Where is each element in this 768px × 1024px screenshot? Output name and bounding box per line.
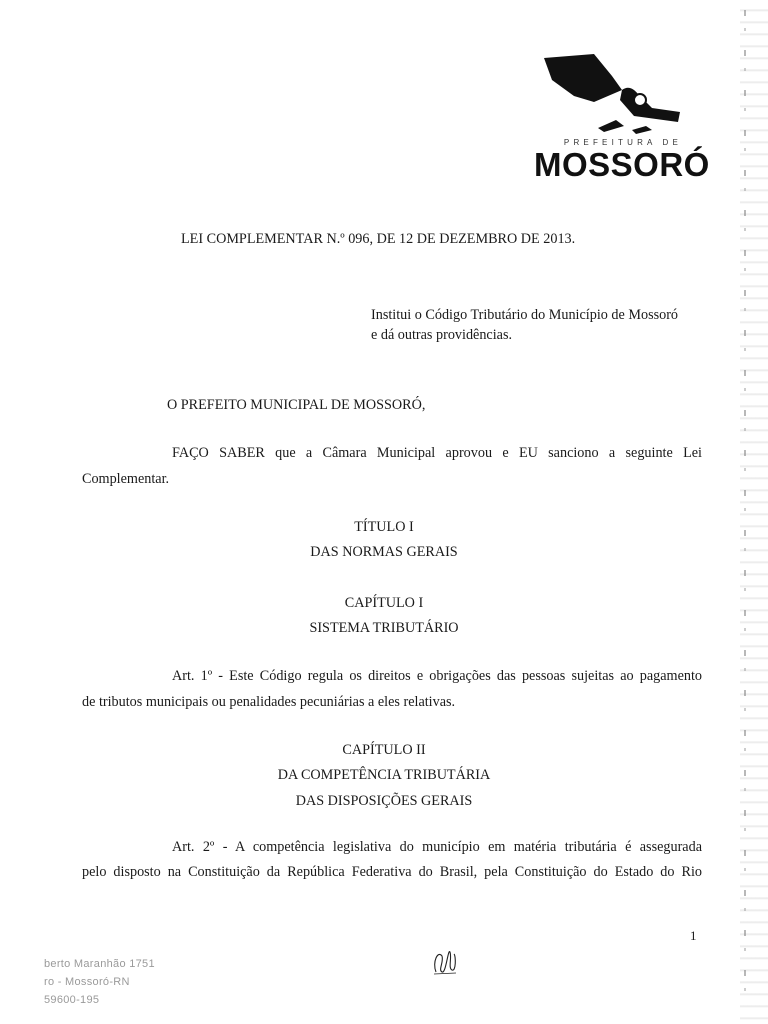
titulo-heading: TÍTULO I — [354, 519, 414, 535]
art-1-line-1: Art. 1º - Este Código regula os direitos e obrigações das pessoas sujeitas ao pagamento — [172, 668, 702, 684]
capitulo-1-heading: CAPÍTULO I — [344, 595, 424, 611]
footer-address-line-1: berto Maranhão 1751 — [44, 958, 155, 970]
footer-address-line-2: ro - Mossoró-RN — [44, 976, 130, 988]
capitulo-1-subheading: SISTEMA TRIBUTÁRIO — [309, 620, 459, 636]
scan-line-artifact — [744, 10, 746, 1010]
footer-address-line-3: 59600-195 — [44, 994, 100, 1006]
initials-signature — [430, 942, 460, 978]
ementa-line-2: e dá outras providências. — [371, 327, 513, 343]
logo-name: MOSSORÓ — [534, 146, 710, 183]
art-1-line-2: de tributos municipais ou penalidades pecuniárias a eles relativas. — [82, 694, 456, 710]
law-title: LEI COMPLEMENTAR N.º 096, DE 12 DE DEZEMBRO DE 2013. — [181, 231, 576, 247]
titulo-subheading: DAS NORMAS GERAIS — [310, 544, 458, 560]
page-number: 1 — [690, 928, 697, 943]
ementa-line-1: Institui o Código Tributário do Município de Mossoró — [371, 307, 679, 323]
preamble: O PREFEITO MUNICIPAL DE MOSSORÓ, — [167, 397, 426, 413]
capitulo-2-heading: CAPÍTULO II — [342, 742, 426, 758]
art-2-line-1: Art. 2º - A competência legislativa do município em matéria tributária é assegurada — [172, 839, 702, 855]
faco-saber-line-2: Complementar. — [82, 471, 170, 487]
capitulo-2-subheading: DA COMPETÊNCIA TRIBUTÁRIA — [277, 767, 491, 783]
faco-saber-line-1: FAÇO SABER que a Câmara Municipal aprovou e EU sanciono a seguinte Lei — [172, 445, 702, 461]
capitulo-2-section: DAS DISPOSIÇÕES GERAIS — [295, 793, 473, 809]
art-2-line-2: pelo disposto na Constituição da República Federativa do Brasil, pela Constituição do Estado do Rio — [82, 864, 702, 880]
logo-prefix: PREFEITURA DE — [563, 138, 683, 147]
